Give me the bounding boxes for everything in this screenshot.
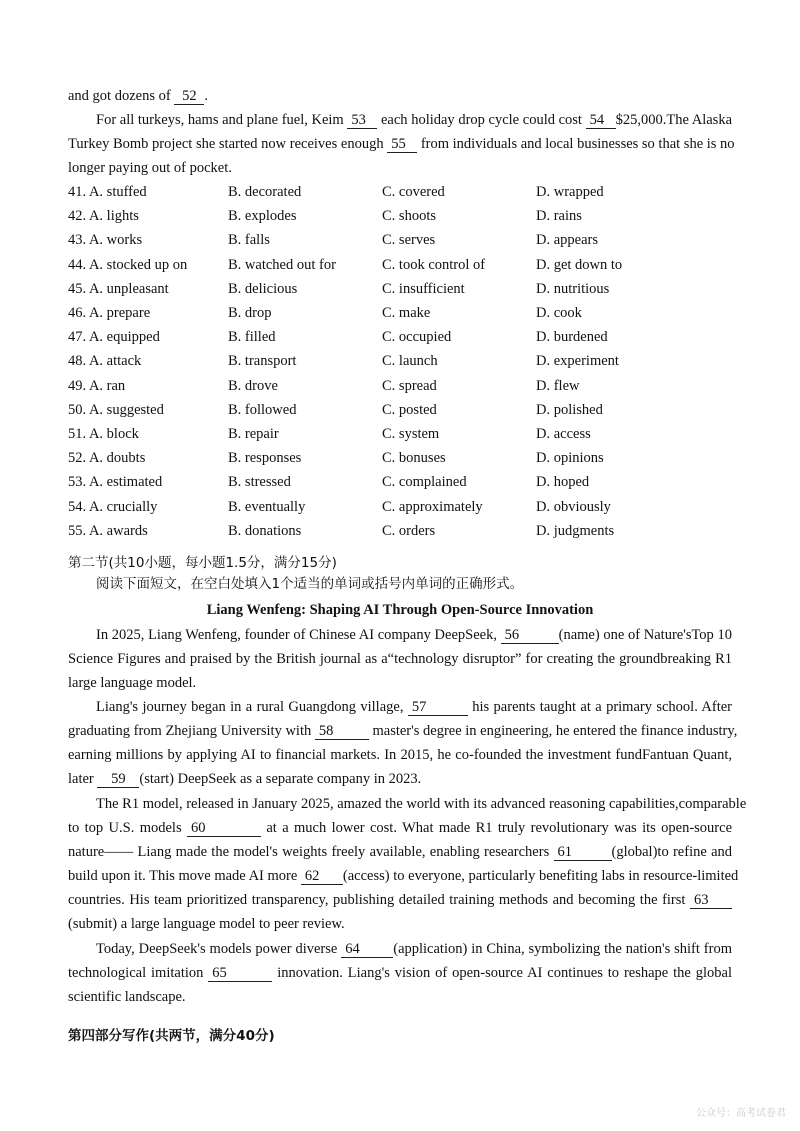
- option-row: [68, 350, 732, 372]
- option-choice: D. cook: [536, 305, 582, 321]
- blank-54: 54: [586, 112, 616, 129]
- option-choice: B. watched out for: [228, 256, 336, 273]
- passage-line: countries. His team prioritized transparency, publishing detailed training methods and becoming the first 63: [68, 890, 732, 910]
- option-row: [68, 205, 732, 227]
- option-choice: 49. A. ran: [68, 377, 126, 394]
- passage-line: Today, DeepSeek's models power diverse 64 (application) in China, symbolizing the nation's shift from: [96, 941, 732, 957]
- option-choice: C. occupied: [382, 329, 452, 346]
- option-choice: D. hoped: [536, 474, 590, 491]
- option-choice: 53. A. estimated: [68, 474, 163, 491]
- option-choice: 41. A. stuffed: [68, 184, 147, 200]
- option-choice: 43. A. works: [68, 232, 143, 249]
- option-row: [68, 471, 732, 493]
- option-choice: D. appears: [536, 232, 599, 249]
- option-choice: C. bonuses: [382, 450, 446, 467]
- option-choice: B. falls: [228, 232, 270, 249]
- option-row: [68, 254, 732, 276]
- option-choice: B. transport: [228, 353, 297, 370]
- option-choice: B. stressed: [228, 474, 291, 491]
- option-choice: C. covered: [382, 184, 445, 200]
- option-choice: C. make: [382, 305, 431, 321]
- option-row: [68, 181, 732, 203]
- option-choice: C. spread: [382, 377, 437, 394]
- passage-line: later 59 (start) DeepSeek as a separate company in 2023.: [68, 771, 422, 787]
- option-choice: 54. A. crucially: [68, 498, 158, 515]
- option-choice: 45. A. unpleasant: [68, 280, 169, 297]
- option-choice: B. decorated: [228, 184, 302, 200]
- option-row: [68, 302, 732, 324]
- option-choice: D. wrapped: [536, 184, 604, 200]
- option-choice: 52. A. doubts: [68, 450, 146, 467]
- blank-55: 55: [387, 136, 417, 153]
- option-choice: D. judgments: [536, 522, 615, 539]
- option-choice: C. system: [382, 426, 440, 442]
- blank-63: 63: [690, 892, 732, 909]
- option-choice: B. delicious: [228, 280, 298, 297]
- blank-60: 60: [187, 820, 261, 837]
- option-choice: D. burdened: [536, 329, 608, 346]
- option-choice: D. experiment: [536, 353, 619, 370]
- option-choice: D. access: [536, 426, 591, 442]
- option-choice: 48. A. attack: [68, 353, 142, 370]
- option-choice: 55. A. awards: [68, 522, 148, 539]
- option-choice: C. launch: [382, 353, 438, 370]
- option-choice: B. eventually: [228, 498, 306, 515]
- option-choice: C. posted: [382, 401, 437, 418]
- option-choice: 44. A. stocked up on: [68, 256, 188, 273]
- blank-56: 56: [501, 627, 559, 644]
- passage-line: to top U.S. models 60 at a much lower cost. What made R1 truly revolutionary was its open-source: [68, 820, 733, 836]
- passage-line: technological imitation 65 innovation. Liang's vision of open-source AI continues to reshape the global: [68, 965, 733, 981]
- passage-line: nature—— Liang made the model's weights freely available, enabling researchers 61 (global)to refine and: [68, 844, 733, 860]
- option-choice: D. rains: [536, 208, 582, 225]
- part4-heading: 第四部分写作(共两节，满分40分): [68, 1028, 275, 1044]
- option-choice: B. responses: [228, 450, 302, 467]
- option-row: [68, 423, 732, 445]
- option-choice: C. insufficient: [382, 280, 465, 297]
- option-choice: B. donations: [228, 522, 302, 539]
- option-choice: D. opinions: [536, 450, 604, 467]
- passage-line: earning millions by applying AI to financial markets. In 2015, he co-founded the investment fundFantuan Quant,: [68, 747, 732, 763]
- blank-61: 61: [554, 844, 612, 861]
- option-choice: D. nutritious: [536, 280, 610, 297]
- option-row: [68, 447, 732, 469]
- option-row: [68, 399, 732, 421]
- option-choice: D. get down to: [536, 256, 623, 273]
- section-instruction: 阅读下面短文，在空白处填入1个适当的单词或括号内单词的正确形式。: [96, 576, 524, 592]
- option-choice: B. repair: [228, 426, 279, 442]
- blank-58: 58: [315, 723, 369, 740]
- option-choice: B. drop: [228, 305, 272, 321]
- option-row: [68, 229, 732, 251]
- option-choice: C. approximately: [382, 498, 483, 515]
- blank-57: 57: [408, 699, 468, 716]
- option-choice: B. explodes: [228, 208, 297, 225]
- option-row: [68, 278, 732, 300]
- blank-52: 52: [174, 88, 204, 105]
- option-row: [68, 520, 732, 542]
- option-choice: B. followed: [228, 401, 297, 418]
- watermark: 公众号：高考试卷君: [696, 1108, 786, 1119]
- option-row: [68, 375, 732, 397]
- blank-64: 64: [341, 941, 393, 958]
- intro-line-4: longer paying out of pocket.: [68, 160, 232, 176]
- blank-53: 53: [347, 112, 377, 129]
- passage-line: In 2025, Liang Wenfeng, founder of Chinese AI company DeepSeek, 56 (name) one of Nature'sTop 10: [96, 627, 732, 643]
- intro-line-3: Turkey Bomb project she started now receives enough 55 from individuals and local businesses so that she is no: [68, 136, 735, 152]
- option-choice: D. flew: [536, 377, 580, 394]
- option-row: [68, 326, 732, 348]
- option-choice: D. polished: [536, 401, 603, 418]
- option-row: [68, 496, 732, 518]
- blank-59: 59: [97, 771, 139, 788]
- option-choice: 42. A. lights: [68, 208, 139, 225]
- passage-line: Science Figures and praised by the British journal as a“technology disruptor” for creating the groundbreaking R1: [68, 651, 732, 667]
- passage-line: build upon it. This move made AI more 62 (access) to everyone, particularly benefiting labs in resource-limited: [68, 868, 739, 884]
- option-choice: B. filled: [228, 329, 276, 346]
- blank-65: 65: [208, 965, 272, 982]
- section-heading: 第二节(共10小题，每小题1.5分，满分15分): [68, 555, 337, 571]
- passage-line: scientific landscape.: [68, 989, 186, 1005]
- option-choice: 51. A. block: [68, 426, 139, 442]
- passage-line: Liang's journey began in a rural Guangdong village, 57 his parents taught at a primary school. After: [96, 699, 733, 715]
- option-choice: C. complained: [382, 474, 467, 491]
- blank-62: 62: [301, 868, 343, 885]
- passage-line: The R1 model, released in January 2025, amazed the world with its advanced reasoning capabilities,comparable: [96, 796, 747, 812]
- option-choice: D. obviously: [536, 498, 611, 515]
- intro-line-2: For all turkeys, hams and plane fuel, Keim 53 each holiday drop cycle could cost 54 $25,000.The Alaska: [96, 112, 733, 128]
- passage-title: Liang Wenfeng: Shaping AI Through Open-Source Innovation: [206, 602, 594, 618]
- option-choice: B. drove: [228, 377, 278, 394]
- intro-line-1: and got dozens of 52 .: [68, 88, 208, 104]
- option-choice: C. took control of: [382, 256, 486, 273]
- option-choice: C. shoots: [382, 208, 436, 225]
- passage-line: graduating from Zhejiang University with 58 master's degree in engineering, he entered the finance industry,: [68, 723, 738, 739]
- option-choice: C. orders: [382, 522, 436, 539]
- option-choice: 47. A. equipped: [68, 329, 160, 346]
- passage-line: (submit) a large language model to peer review.: [68, 916, 345, 932]
- option-choice: 46. A. prepare: [68, 305, 151, 321]
- option-choice: 50. A. suggested: [68, 401, 164, 418]
- option-choice: C. serves: [382, 232, 436, 249]
- passage-line: large language model.: [68, 675, 197, 691]
